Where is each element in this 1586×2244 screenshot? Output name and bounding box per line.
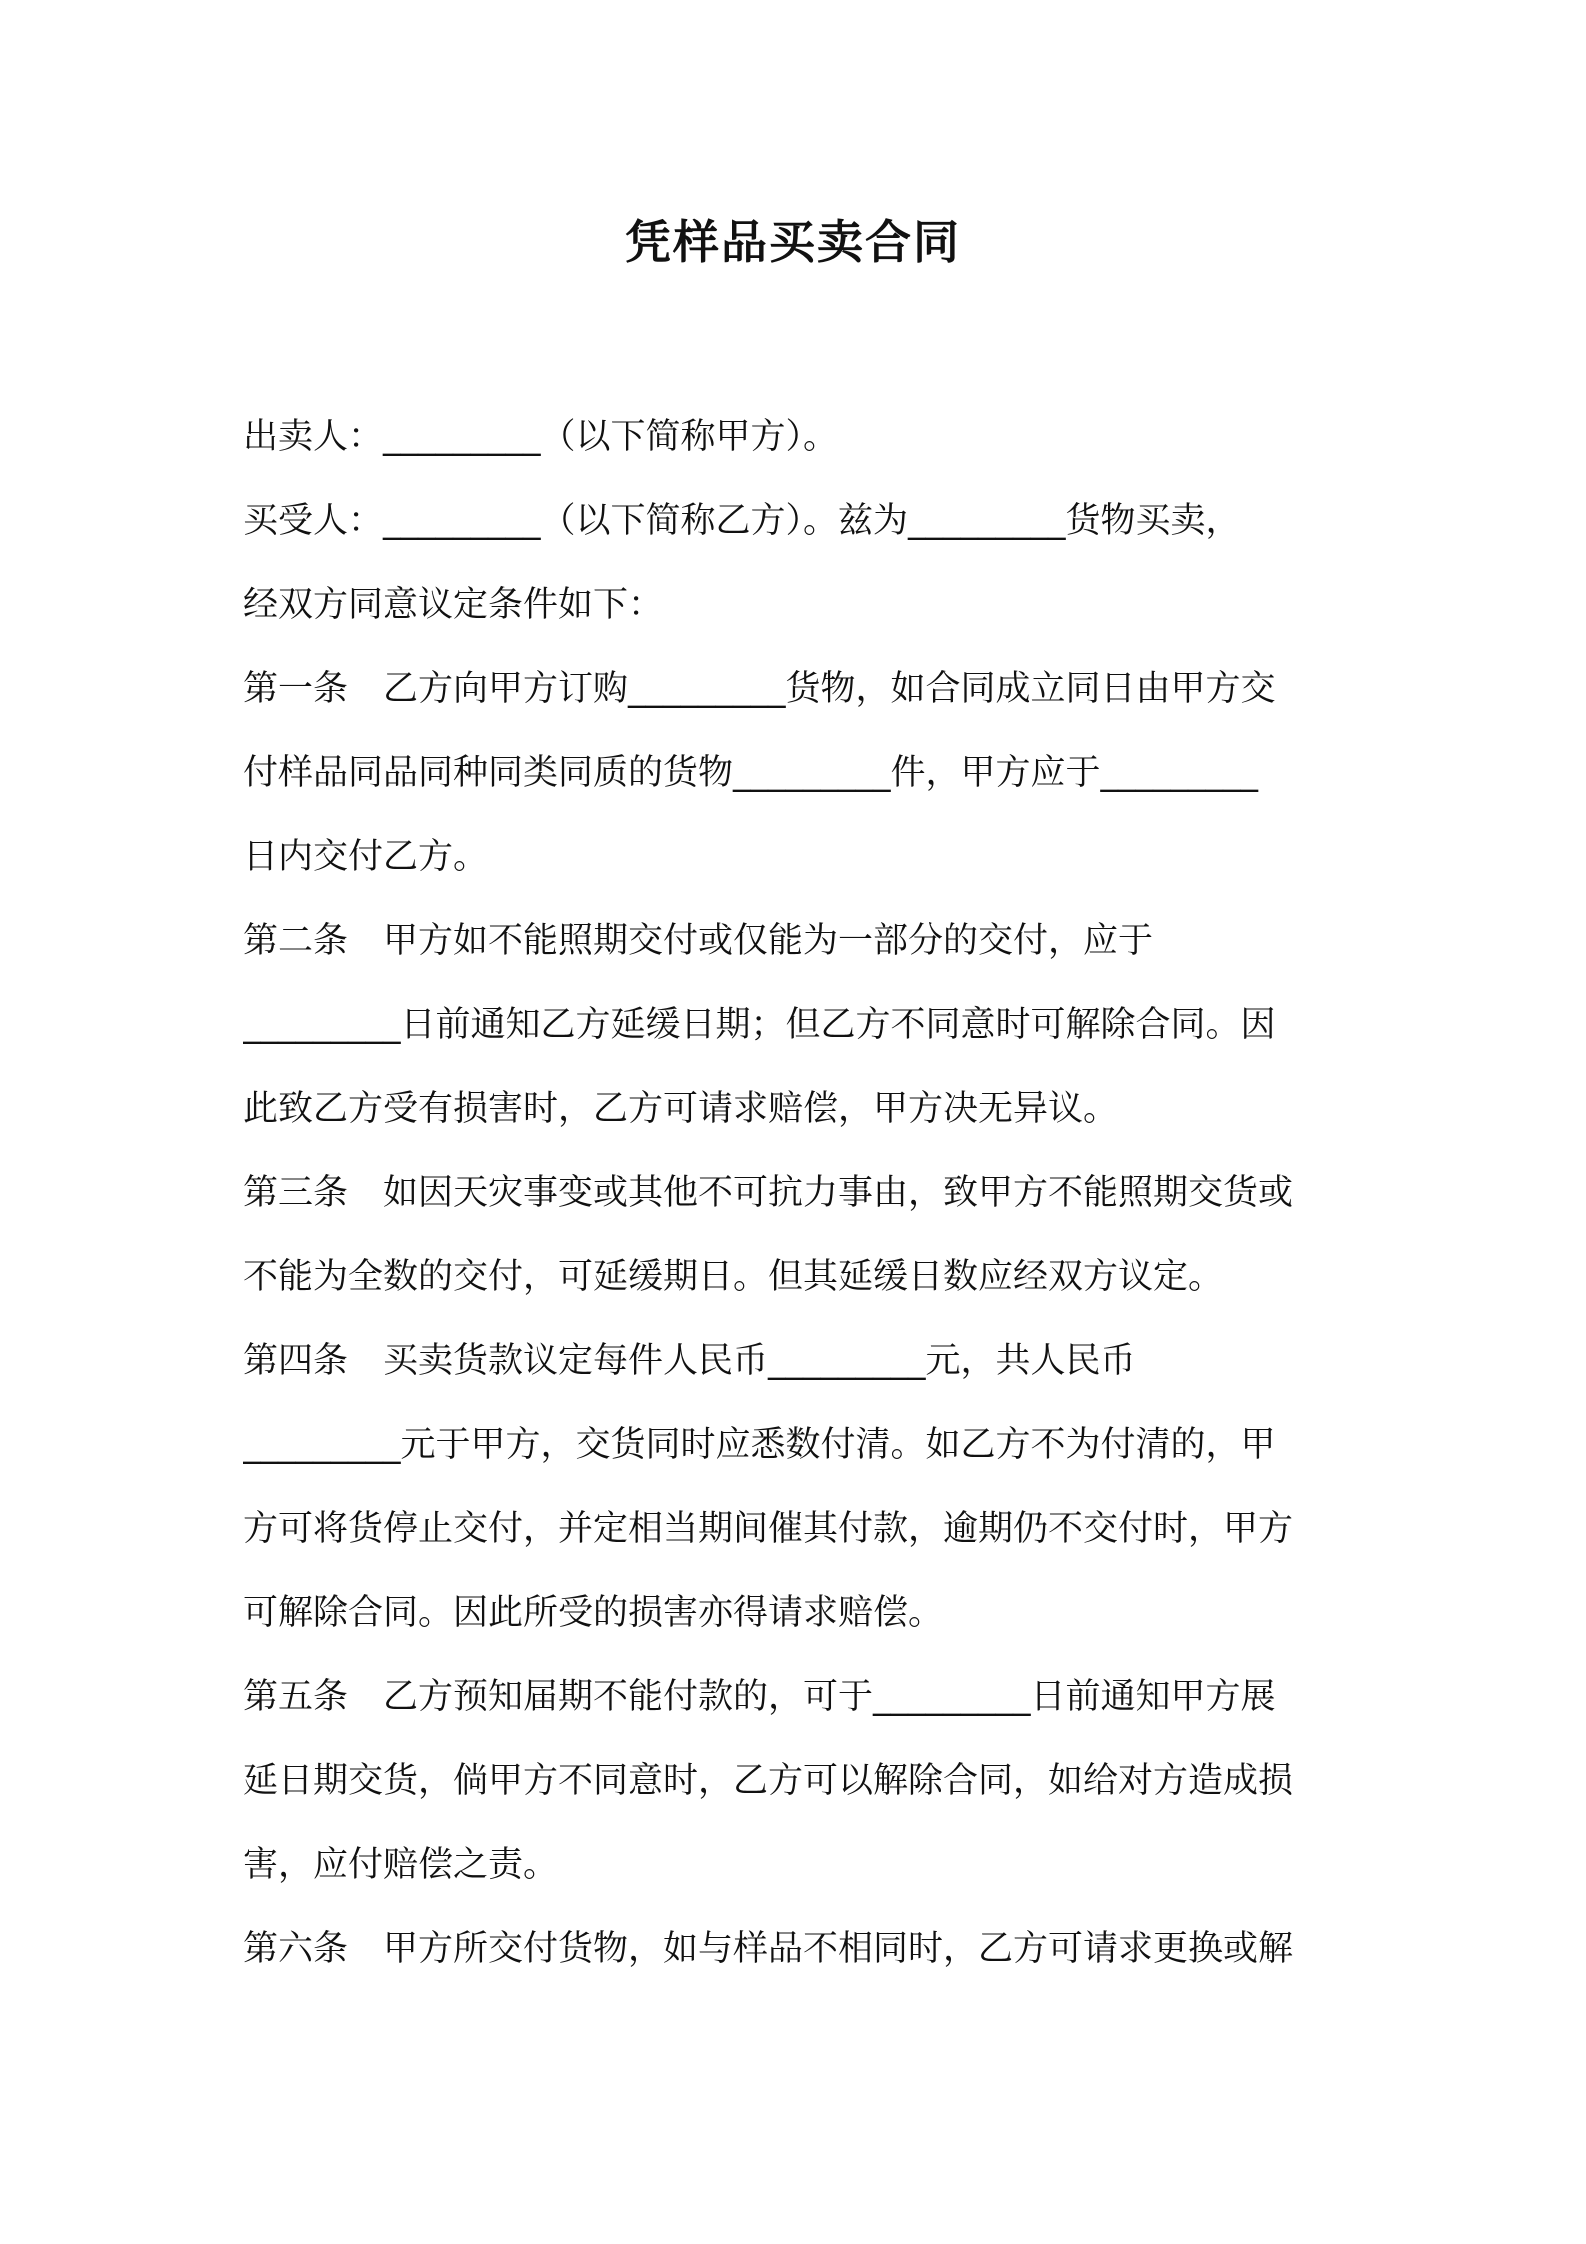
- text-line: _________元于甲方，交货同时应悉数付清。如乙方不为付清的，甲: [243, 1425, 1276, 1465]
- document-title: 凭样品买卖合同: [625, 215, 961, 269]
- text-line: 不能为全数的交付，可延缓期日。但其延缓日数应经双方议定。: [243, 1257, 1224, 1297]
- text-line: 延日期交货，倘甲方不同意时，乙方可以解除合同，如给对方造成损: [243, 1761, 1294, 1801]
- text-line: _________日前通知乙方延缓日期；但乙方不同意时可解除合同。因: [243, 1005, 1276, 1045]
- text-line: 此致乙方受有损害时，乙方可请求赔偿，甲方决无异议。: [243, 1089, 1119, 1129]
- text-line: 买受人：_________（以下简称乙方）。兹为_________货物买卖，: [243, 501, 1241, 541]
- text-line: 经双方同意议定条件如下：: [243, 585, 664, 625]
- text-line: 方可将货停止交付，并定相当期间催其付款，逾期仍不交付时，甲方: [243, 1509, 1294, 1549]
- text-line: 害，应付赔偿之责。: [243, 1845, 559, 1885]
- text-line: 日内交付乙方。: [243, 837, 489, 877]
- text-line: 付样品同品同种同类同质的货物_________件，甲方应于_________: [243, 753, 1259, 793]
- text-line: 第三条 如因天灾事变或其他不可抗力事由，致甲方不能照期交货或: [243, 1173, 1294, 1213]
- text-line: 第六条 甲方所交付货物，如与样品不相同时，乙方可请求更换或解: [243, 1929, 1294, 1969]
- text-line: 可解除合同。因此所受的损害亦得请求赔偿。: [243, 1593, 944, 1633]
- text-line: 第一条 乙方向甲方订购_________货物，如合同成立同日由甲方交: [243, 669, 1276, 709]
- text-line: 第二条 甲方如不能照期交付或仅能为一部分的交付，应于: [243, 921, 1154, 961]
- text-line: 第五条 乙方预知届期不能付款的，可于_________日前通知甲方展: [243, 1677, 1276, 1717]
- text-line: 出卖人：_________（以下简称甲方）。: [243, 417, 839, 457]
- text-line: 第四条 买卖货款议定每件人民币_________元，共人民币: [243, 1341, 1136, 1381]
- document-body: [243, 407, 1353, 2003]
